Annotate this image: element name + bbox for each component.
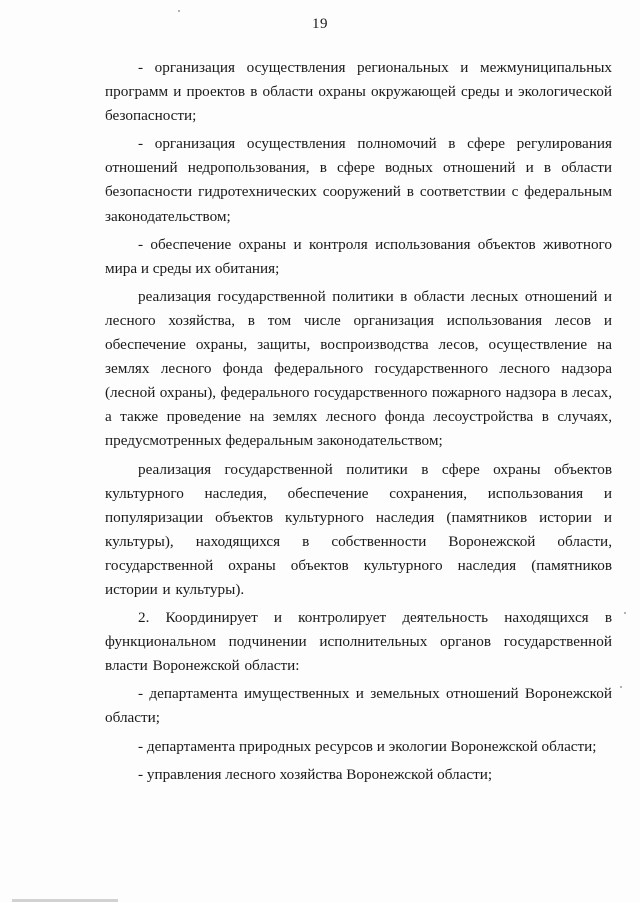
list-item-property-department: - департамента имущественных и земельных отношений Воронежской области; [105,685,612,727]
list-item-forestry-administration: - управления лесного хозяйства Воронежской области; [138,765,493,783]
document-body [105,56,612,791]
scan-speck [620,686,622,688]
scan-speck [178,10,180,12]
paragraph-coordination: 2. Координирует и контролирует деятельность находящихся в функциональном подчинении исполнительных органов государственной власти Воронежской области: [105,609,612,675]
list-item-natural-resources-department: - департамента природных ресурсов и экологии Воронежской области; [138,737,597,755]
paragraph-regional-programs: - организация осуществления региональных и межмуниципальных программ и проектов в области охраны окружающей среды и экологической безопасности; [105,59,612,125]
paragraph-wildlife-protection: - обеспечение охраны и контроля использования объектов животного мира и среды их обитания; [105,235,612,277]
paragraph-forest-policy: реализация государственной политики в области лесных отношений и лесного хозяйства, в том числе организация использования лесов и обеспечение охраны, защиты, воспроизводства лесов, осуществление на землях лесного фонда федерального государственного лесного надзора (лесной охраны), федерального государственного пожарного надзора в лесах, а также проведение на землях лесного фонда лесоустройства в случаях, предусмотренных федеральным законодательством; [105,287,612,450]
paragraph-cultural-heritage: реализация государственной политики в сфере охраны объектов культурного наследия, обеспечение сохранения, использования и популяризации объектов культурного наследия (памятников истории и культуры), находящихся в собственности Воронежской области, государственной охраны объектов культурного наследия (памятников истории и культуры). [105,460,612,598]
scan-speck [624,612,626,614]
paragraph-subsoil-water-powers: - организация осуществления полномочий в сфере регулирования отношений недропользования, в сфере водных отношений и в области безопасности гидротехнических сооружений в соответствии с федеральным законодательством; [105,135,612,225]
page-number: 19 [312,16,328,32]
